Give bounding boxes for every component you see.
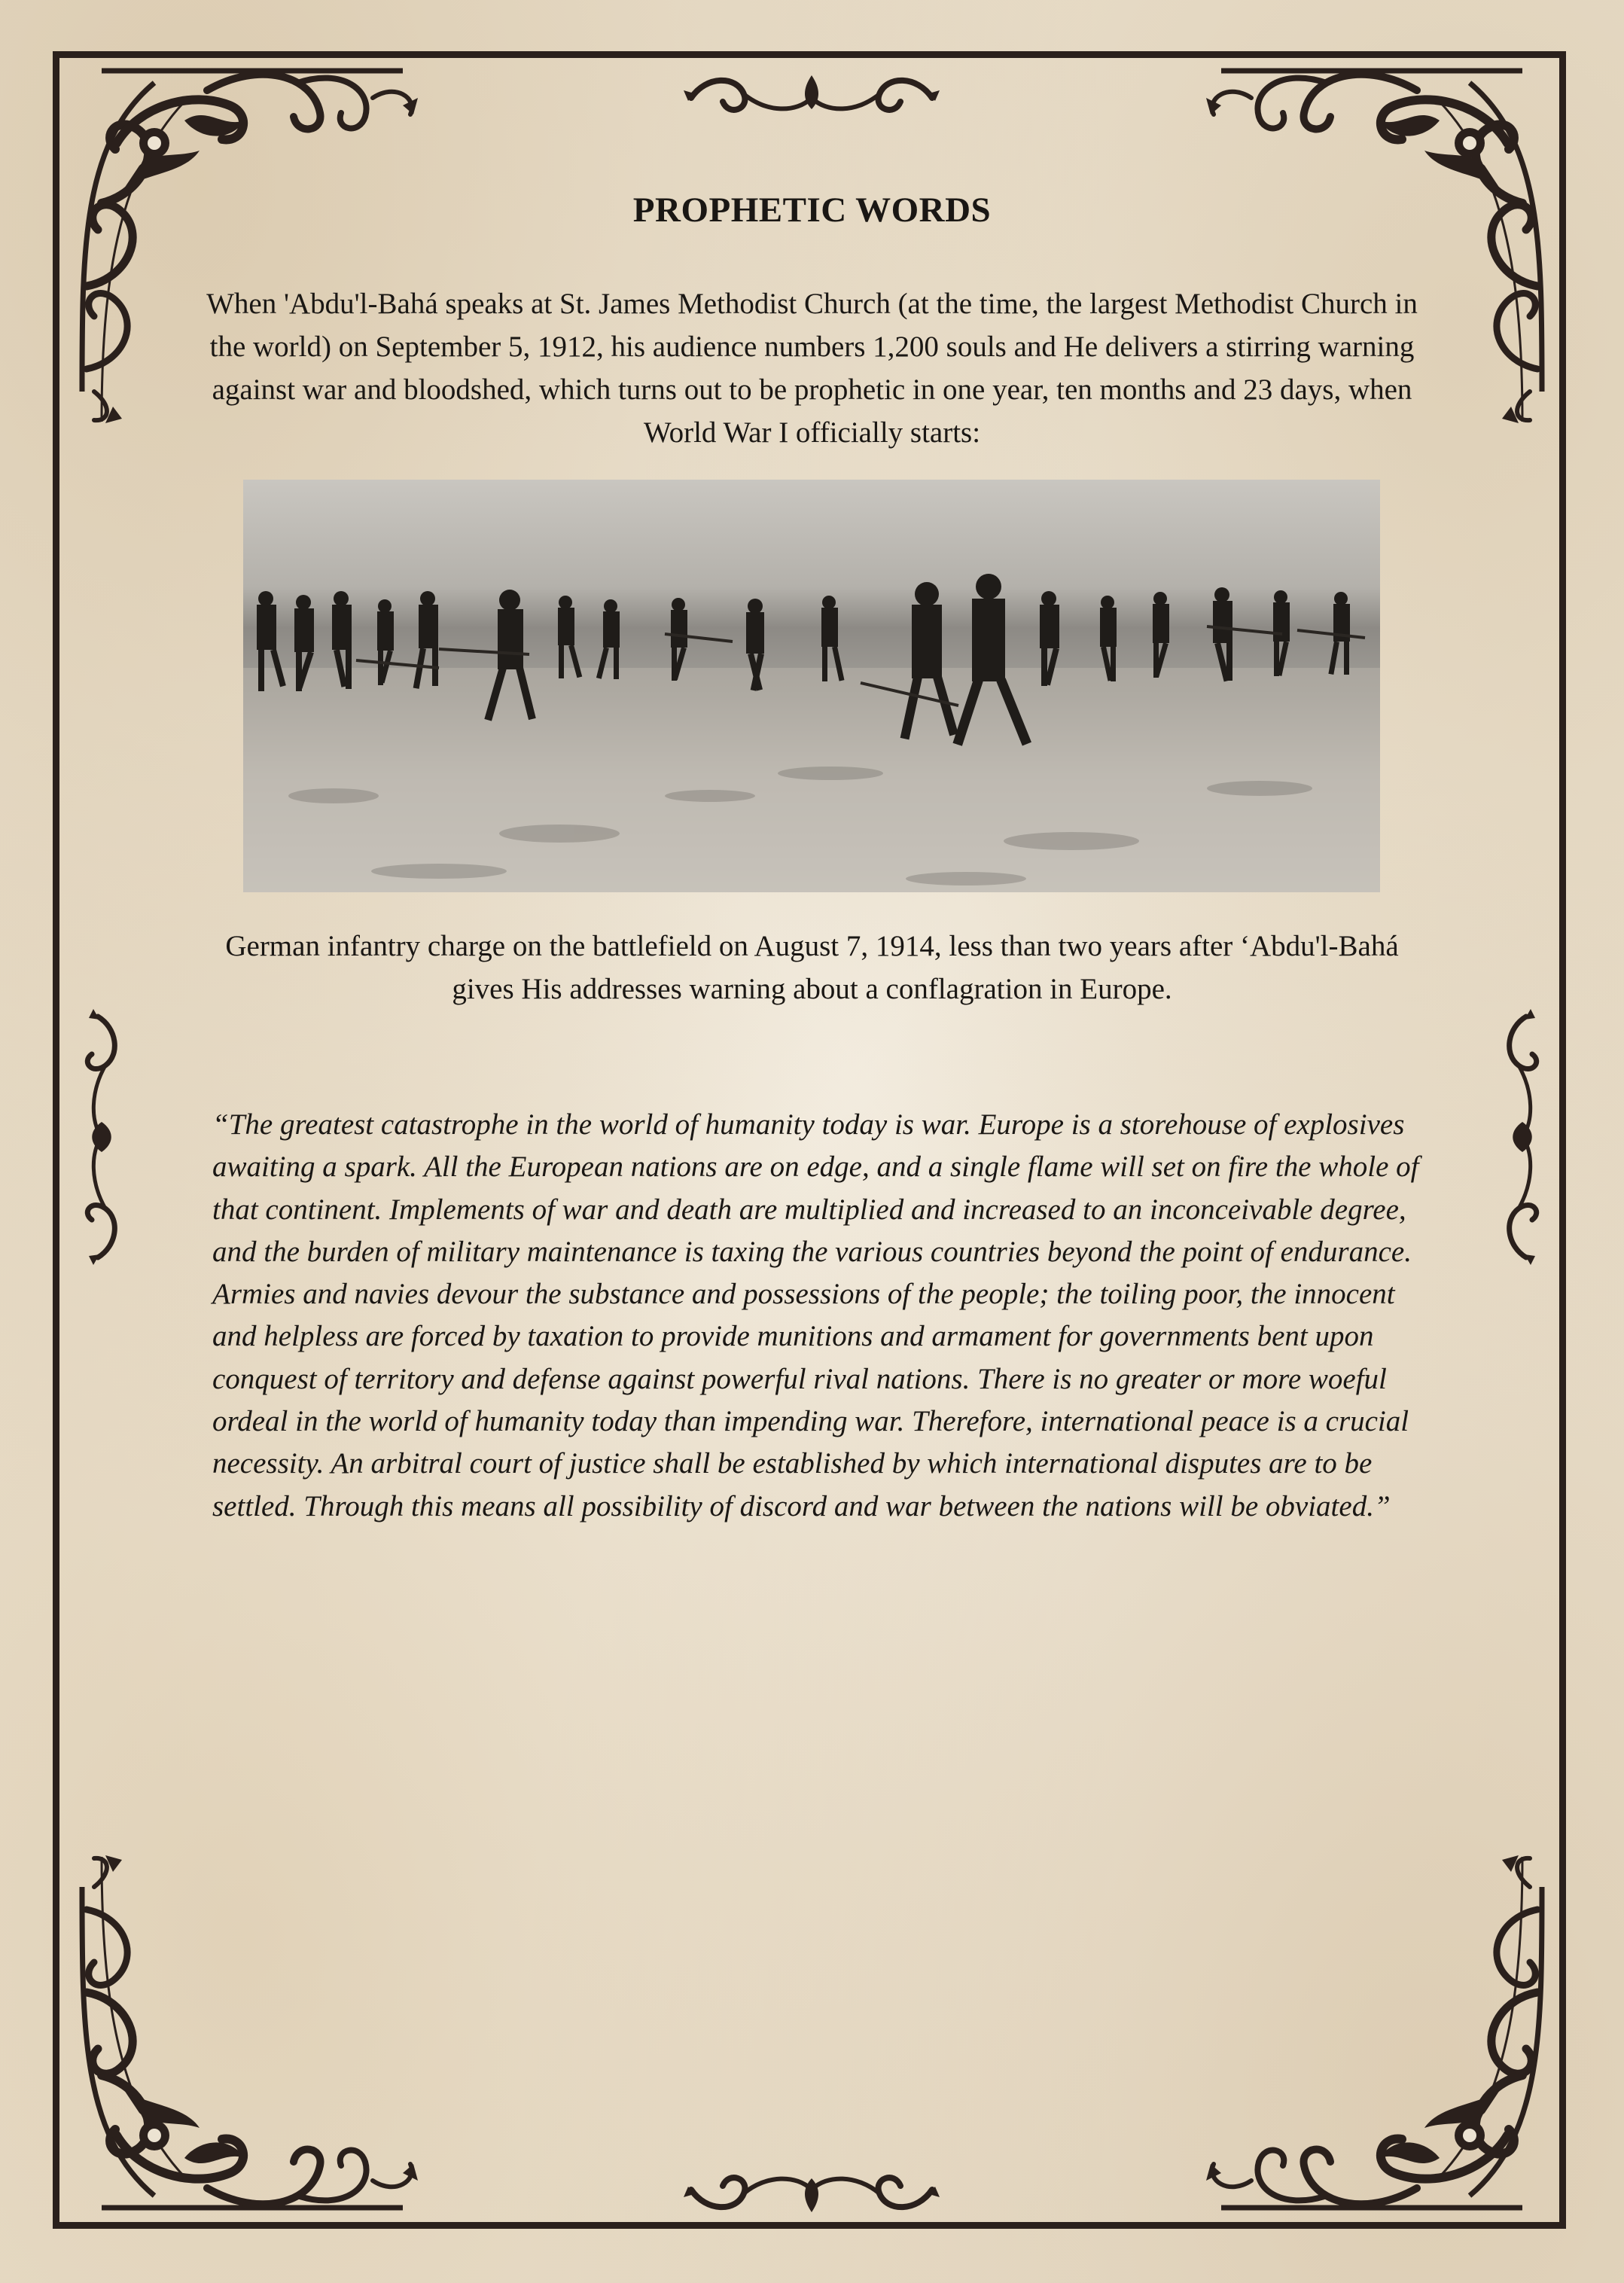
- bottom-center-ornament: [684, 2167, 940, 2220]
- corner-ornament-bottom-right: [1191, 1849, 1552, 2218]
- top-center-ornament: [684, 68, 940, 120]
- page-title: PROPHETIC WORDS: [632, 191, 992, 230]
- photo-caption: German infantry charge on the battlefield on August 7, 1914, less than two years after ‘Abdu'l-Bahá gives His addresses warning about a conflagration in Europe.: [225, 930, 1399, 1005]
- quote-paragraph: “The greatest catastrophe in the world of humanity today is war. Europe is a storehouse of explosives awaiting a spark. All the European nations are on edge, and a single flame will set on fire the whole of that continent. Implements of war and death are multiplied and increased to an inconceivable degree, and the burden of military maintenance is taxing the various countries beyond the point of endurance. Armies and navies devour the substance and possessions of the people; the toiling poor, the innocent and helpless are forced by taxation to provide munitions and armament for governments bent upon conquest of territory and defense against powerful rival nations. There is no greater or more woeful ordeal in the world of humanity today than impending war. Therefore, international peace is a crucial necessity. An arbitral court of justice shall be established by which international disputes are to be settled. Through this means all possibility of discord and war between the nations will be obviated.”: [212, 1108, 1419, 1523]
- corner-ornament-bottom-left: [72, 1849, 433, 2218]
- left-side-ornament: [75, 1009, 128, 1265]
- battlefield-photo: [243, 480, 1380, 892]
- intro-paragraph: When 'Abdu'l-Bahá speaks at St. James Methodist Church (at the time, the largest Methodist Church in the world) on September 5, 1912, his audience numbers 1,200 souls and He delivers a stirring warning against war and bloodshed, which turns out to be prophetic in one year, ten months and 23 days, when World War I officially starts:: [206, 288, 1418, 449]
- right-side-ornament: [1496, 1009, 1549, 1265]
